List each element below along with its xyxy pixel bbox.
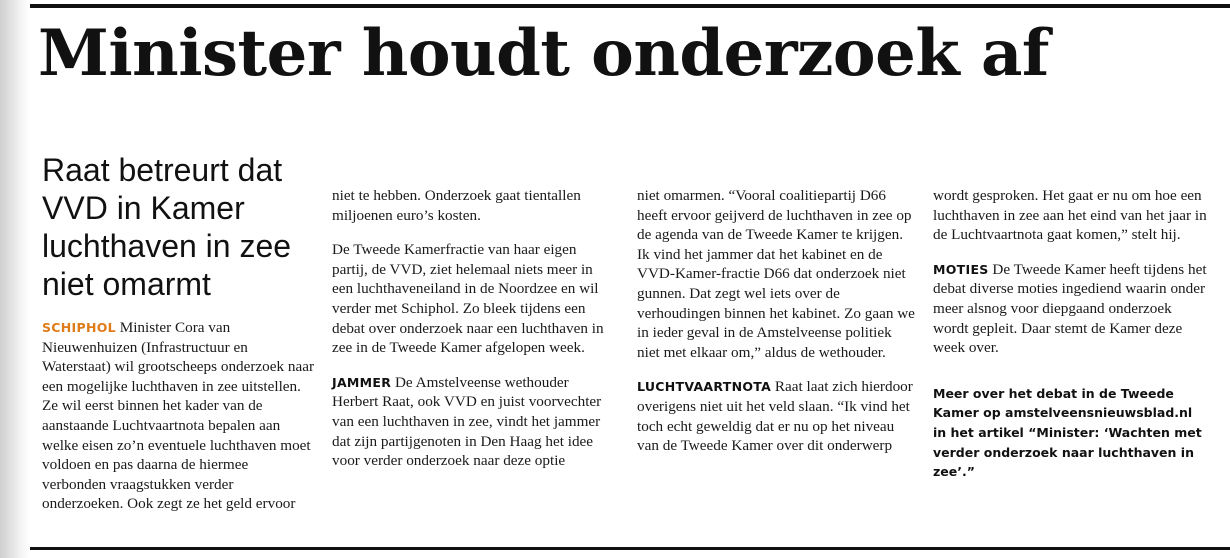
article-column-2 bbox=[332, 186, 615, 471]
section-kicker: JAMMER bbox=[332, 374, 392, 390]
article-column-1 bbox=[42, 318, 315, 514]
paragraph: niet omarmen. “Vooral coalitiepartij D66 heeft ervoor geijverd de luchthaven in zee op de agenda van de Tweede Kamer te krijgen. Ik vind het jammer dat het kabinet en de VVD-Kamer-fractie D66 dat onderzoek niet gunnen. Dat zegt wel iets over de verhoudingen binnen het kabinet. Zo gaan we in ieder geval in de Amstelveense politiek niet met elkaar om,” aldus de wethouder. bbox=[637, 187, 915, 361]
paragraph bbox=[332, 373, 615, 471]
paragraph-text: Minister Cora van Nieuwenhuizen (Infrastructuur en Waterstaat) wil grootscheeps onderzoek naar een mogelijke luchthaven in zee uitstellen. Ze wil eerst binnen het kader van de aanstaande Luchtvaartnota bepalen aan welke eisen zo’n eventuele luchthaven moet voldoen en pas daarna de hiermee verbonden vraagstukken verder onderzoeken. Ook zegt ze het geld ervoor bbox=[42, 319, 315, 513]
paragraph bbox=[637, 377, 915, 455]
paragraph bbox=[933, 260, 1209, 358]
paragraph bbox=[42, 318, 315, 514]
section-kicker: MOTIES bbox=[933, 261, 989, 277]
top-rule bbox=[30, 4, 1230, 8]
paragraph: niet te hebben. Onderzoek gaat tientallen miljoenen euro’s kosten. bbox=[332, 187, 581, 224]
paragraph-text: De Tweede Kamer heeft tijdens het debat diverse moties ingediend waarin onder meer alsnog voor diepgaand onderzoek wordt gepleit. Daar stemt de Kamer deze week over. bbox=[933, 260, 1207, 357]
subheadline: Raat betreurt dat VVD in Kamer luchthaven in zee niet omarmt bbox=[42, 152, 292, 302]
page-edge-shadow bbox=[0, 0, 30, 558]
headline: Minister houdt onderzoek af bbox=[38, 16, 1049, 91]
article-column-4 bbox=[933, 186, 1209, 482]
article-column-3 bbox=[637, 186, 915, 456]
section-kicker: LUCHTVAARTNOTA bbox=[637, 379, 772, 395]
paragraph: De Tweede Kamerfractie van haar eigen partij, de VVD, ziet helemaal niets meer in een luchthaveneiland in de Noordzee en wil verder met Schiphol. Zo bleek tijdens een debat over onderzoek naar een luchthaven in zee in de Tweede Kamer afgelopen week. bbox=[332, 241, 604, 357]
paragraph: wordt gesproken. Het gaat er nu om hoe een luchthaven in zee aan het eind van het jaar in de Luchtvaartnota gaat komen,” stelt hij. bbox=[933, 187, 1207, 244]
dateline-kicker: SCHIPHOL bbox=[42, 320, 116, 335]
website-reference: Meer over het debat in de Tweede Kamer op amstelveensnieuwsblad.nl in het artikel “Minister: ‘Wachten met verder onderzoek naar luchthaven in zee’.” bbox=[933, 385, 1202, 480]
paragraph-text: De Amstelveense wethouder Herbert Raat, ook VVD en juist voorvechter van een luchthaven in zee, vindt het jammer dat zijn partijgenoten in Den Haag het idee voor verder onderzoek naar deze optie bbox=[332, 373, 602, 470]
bottom-rule bbox=[30, 547, 1230, 550]
paragraph-text: Raat laat zich hierdoor overigens niet uit het veld slaan. “Ik vind het toch echt geweldig dat er nu op het niveau van de Tweede Kamer over dit onderwerp bbox=[637, 378, 913, 455]
